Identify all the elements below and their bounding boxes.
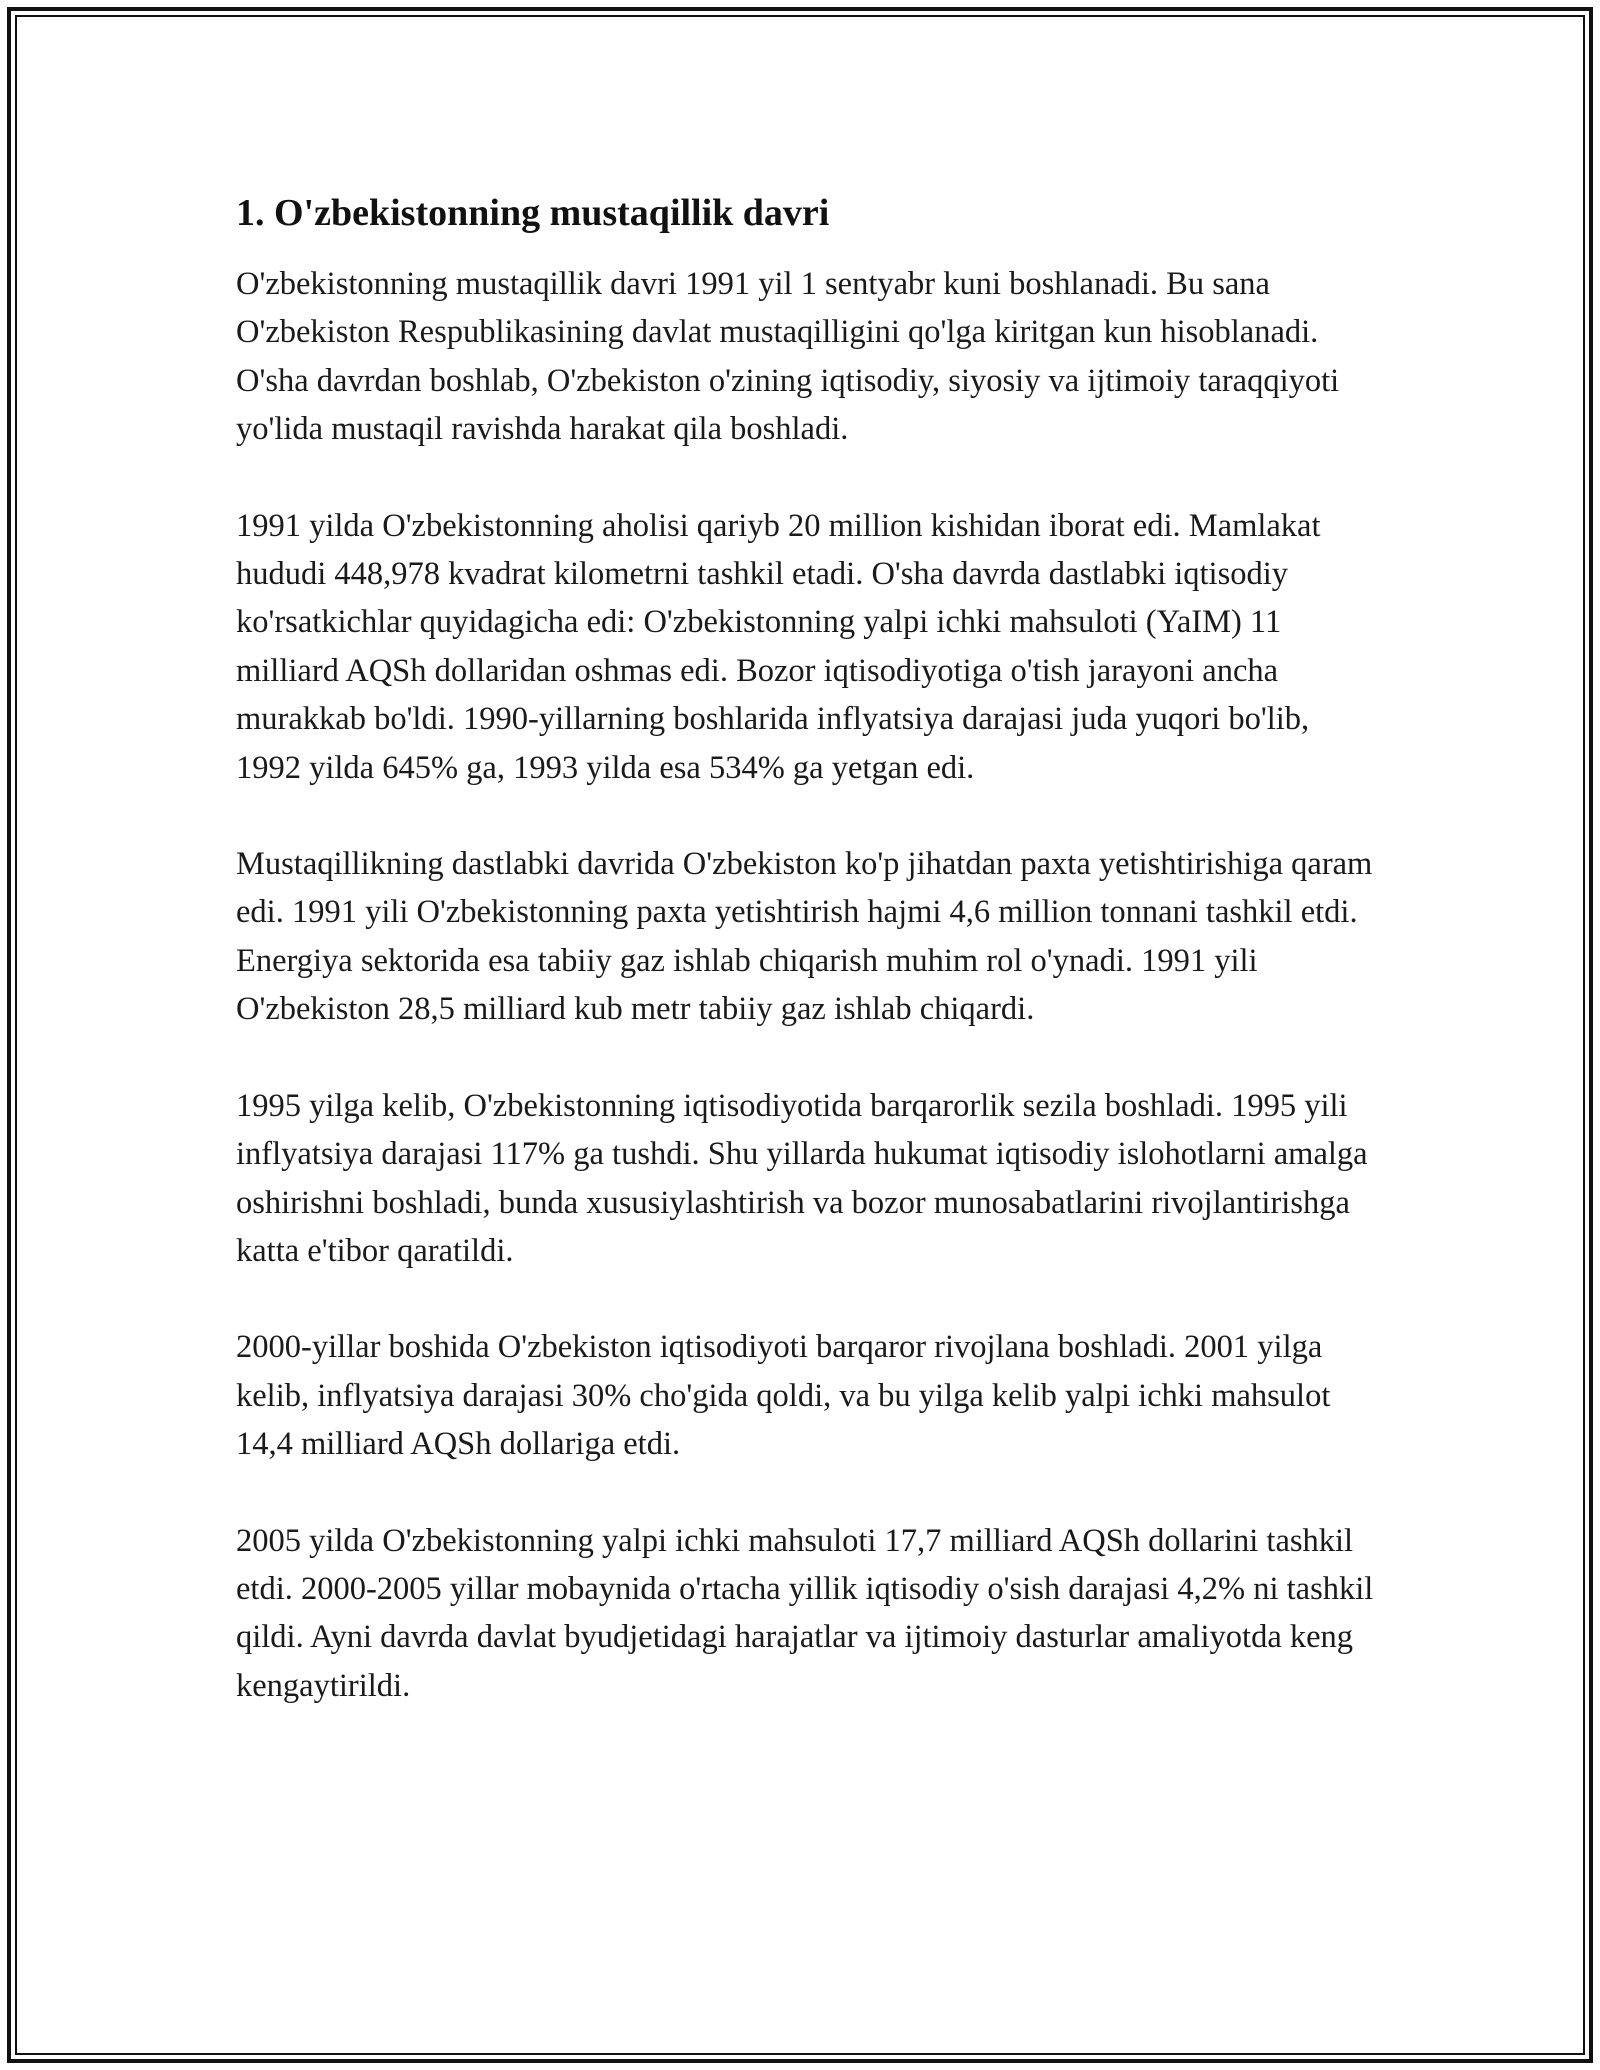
paragraph-2005-gdp: 2005 yilda O'zbekistonning yalpi ichki mahsuloti 17,7 milliard AQSh dollarini tashkil etdi. 2000-2005 yillar mobaynida o'rtacha yillik iqtisodiy o'sish darajasi 4,2% ni tashkil qildi. Ayni davrda davlat byudjetidagi harajatlar va ijtimoiy dasturlar amaliyotda keng kengaytirildi. [236,1522,1374,1704]
section-title: 1. O'zbekistonning mustaqillik davri [236,192,830,234]
paragraph-1995-stability: 1995 yilga kelib, O'zbekistonning iqtisodiyotida barqarorlik sezila boshladi. 1995 yili inflyatsiya darajasi 117% ga tushdi. Shu yillarda hukumat iqtisodiy islohotlarni amalga oshirishni boshladi, bunda xususiylashtirish va bozor munosabatlarini rivojlantirishga katta e'tibor qaratildi. [236,1087,1368,1269]
paragraph-cotton-gas: Mustaqillikning dastlabki davrida O'zbekiston ko'p jihatdan paxta yetishtirishiga qaram edi. 1991 yili O'zbekistonning paxta yetishtirish hajmi 4,6 million tonnani tashkil etdi. Energiya sektorida esa tabiiy gaz ishlab chiqarish muhim rol o'ynadi. 1991 yili O'zbekiston 28,5 milliard kub metr tabiiy gaz ishlab chiqardi. [236,846,1373,1028]
document-body [236,188,1376,1758]
paragraph-1991-population-economy: 1991 yilda O'zbekistonning aholisi qariyb 20 million kishidan iborat edi. Mamlakat hududi 448,978 kvadrat kilometrni tashkil etadi. O'sha davrda dastlabki iqtisodiy ko'rsatkichlar quyidagicha edi: O'zbekistonning yalpi ichki mahsuloti (YaIM) 11 milliard AQSh dollaridan oshmas edi. Bozor iqtisodiyotiga o'tish jarayoni ancha murakkab bo'ldi. 1990-yillarning boshlarida inflyatsiya darajasi juda yuqori bo'lib, 1992 yilda 645% ga, 1993 yilda esa 534% ga yetgan edi. [236,507,1321,786]
paragraph-independence-start: O'zbekistonning mustaqillik davri 1991 yil 1 sentyabr kuni boshlanadi. Bu sana O'zbekiston Respublikasining davlat mustaqilligini qo'lga kiritgan kun hisoblanadi. O'sha davrdan boshlab, O'zbekiston o'zining iqtisodiy, siyosiy va ijtimoiy taraqqiyoti yo'lida mustaqil ravishda harakat qila boshladi. [236,266,1340,448]
paragraph-2000s-growth: 2000-yillar boshida O'zbekiston iqtisodiyoti barqaror rivojlana boshladi. 2001 yilga kelib, inflyatsiya darajasi 30% cho'gida qoldi, va bu yilga kelib yalpi ichki mahsulot 14,4 milliard AQSh dollariga etdi. [236,1329,1331,1463]
